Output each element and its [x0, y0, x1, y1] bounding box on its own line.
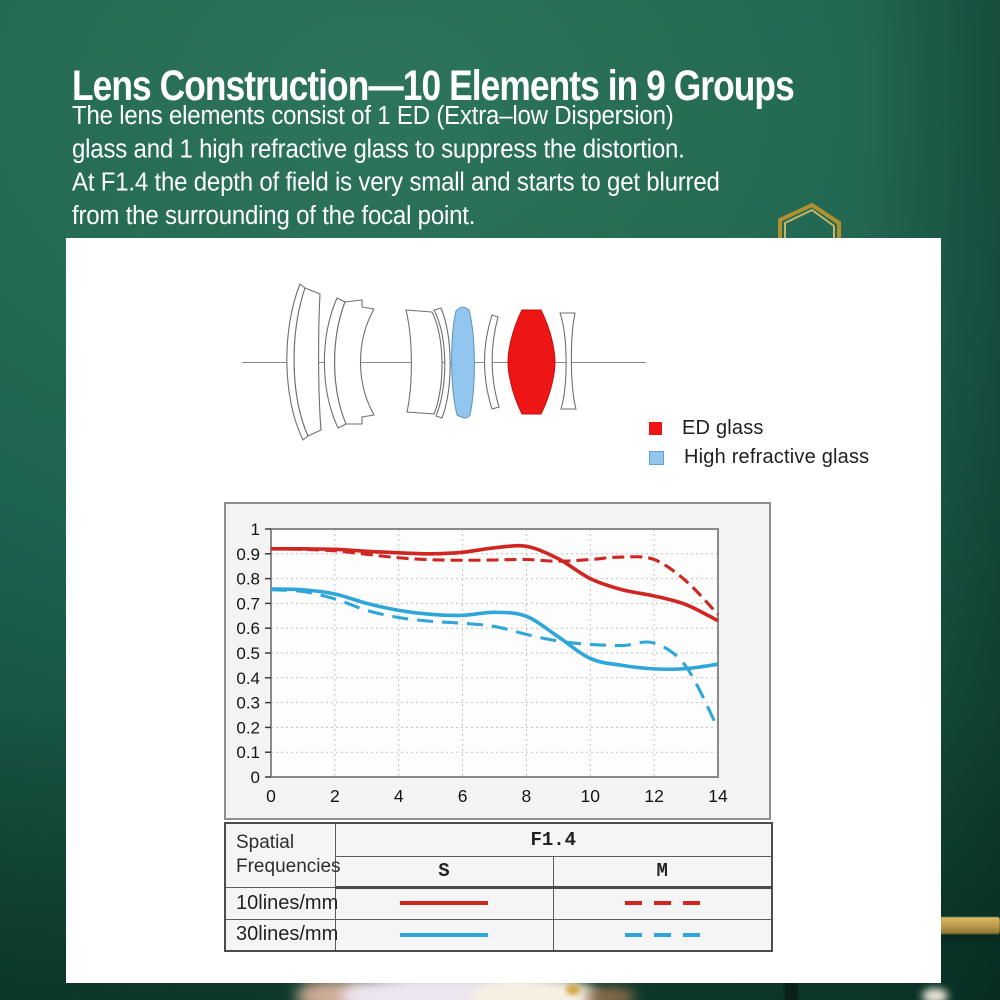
content-card: [66, 238, 941, 983]
svg-text:0.6: 0.6: [236, 619, 260, 639]
legend-item-ed-glass: [649, 414, 869, 443]
svg-text:0.2: 0.2: [236, 718, 260, 738]
svg-text:12: 12: [644, 786, 664, 806]
lamp-shadow: [933, 935, 1000, 941]
svg-text:0.4: 0.4: [236, 668, 260, 688]
red-solid-line-sample: [400, 901, 488, 905]
table-row: [225, 919, 772, 951]
svg-text:0.1: 0.1: [236, 743, 260, 763]
description-line: At F1.4 the depth of field is very small and starts to get blurred: [72, 168, 720, 197]
svg-text:0: 0: [266, 786, 276, 806]
red-dashed-line-sample: [625, 901, 700, 905]
svg-text:0.9: 0.9: [236, 544, 260, 564]
background-photo-strip: [0, 983, 1000, 1000]
svg-text:0.5: 0.5: [236, 644, 260, 663]
svg-text:0.3: 0.3: [236, 693, 260, 713]
gold-lamp-edge: [933, 917, 1000, 934]
row-label-10lines: 10lines/mm: [225, 887, 335, 919]
lens-legend: [649, 414, 869, 472]
ed-glass-element: [508, 310, 555, 414]
svg-text:1: 1: [250, 520, 260, 539]
high-refractive-glass-element: [452, 307, 475, 418]
svg-text:4: 4: [393, 786, 404, 806]
svg-text:8: 8: [521, 786, 532, 806]
table-header-spatial-frequencies: Spatial Frequencies: [225, 823, 335, 887]
legend-item-high-refractive: [649, 443, 869, 472]
ed-glass-swatch-icon: [649, 422, 662, 435]
blue-dashed-line-sample: [625, 933, 700, 937]
legend-label: High refractive glass: [684, 446, 870, 468]
lens-description: [72, 100, 720, 232]
lens-element-5: [406, 310, 442, 414]
table-header-meridional: M: [553, 856, 772, 887]
svg-text:14: 14: [708, 786, 728, 806]
svg-text:6: 6: [457, 786, 468, 806]
high-refractive-swatch-icon: [649, 451, 664, 465]
spatial-frequency-table: [224, 822, 773, 952]
svg-text:10: 10: [580, 786, 601, 806]
blue-solid-line-sample: [400, 933, 488, 937]
table-header-sagittal: S: [335, 856, 553, 887]
svg-text:0.7: 0.7: [236, 594, 260, 614]
legend-label: ED glass: [682, 417, 764, 439]
table-header-aperture: F1.4: [335, 823, 772, 856]
page-title: Lens Construction—10 Elements in 9 Groups: [72, 63, 794, 111]
svg-text:2: 2: [329, 786, 340, 806]
svg-text:0.8: 0.8: [236, 569, 260, 589]
table-row: [225, 887, 772, 919]
lens-construction-diagram: [234, 277, 654, 449]
row-label-30lines: 30lines/mm: [225, 919, 335, 951]
description-line: glass and 1 high refractive glass to suppress the distortion.: [72, 135, 685, 164]
svg-text:0: 0: [250, 768, 260, 787]
description-line: The lens elements consist of 1 ED (Extra–low Dispersion): [72, 102, 674, 131]
mtf-chart: [224, 502, 771, 820]
gold-frame-top-icon: [768, 196, 858, 242]
lens-element-10: [560, 313, 576, 409]
description-line: from the surrounding of the focal point.: [72, 201, 476, 230]
